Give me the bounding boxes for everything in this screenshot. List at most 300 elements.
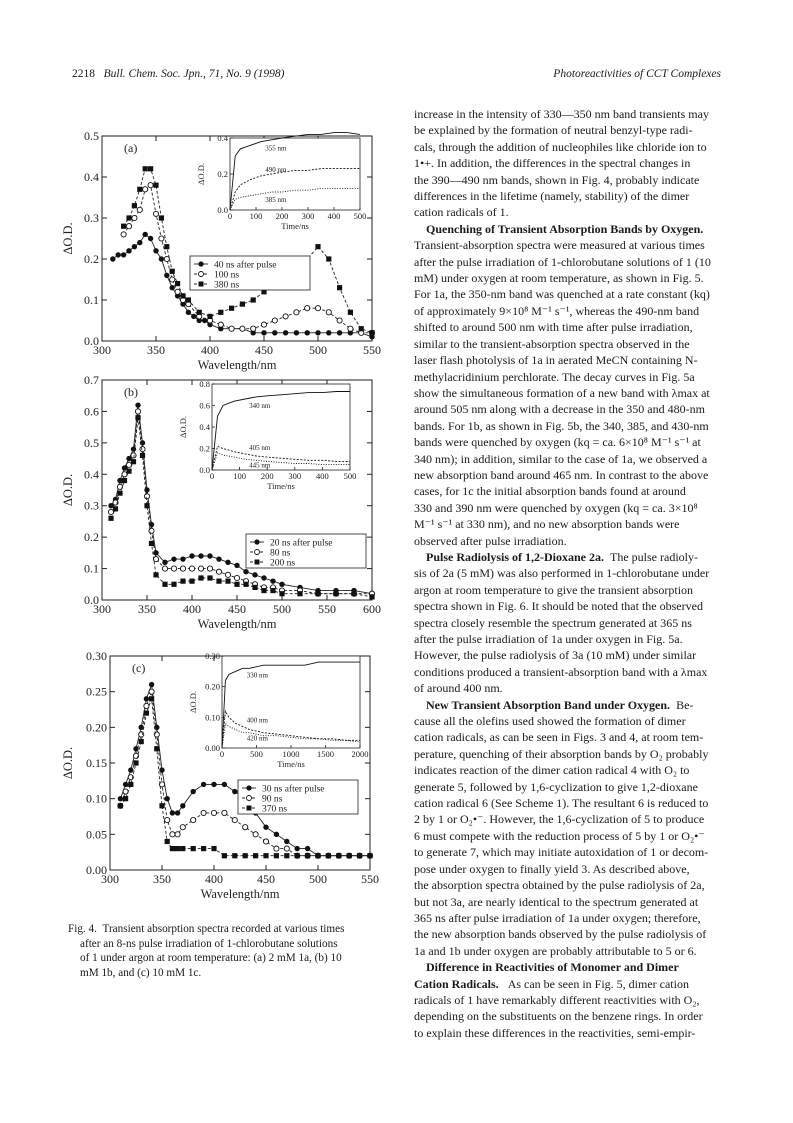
y-tick-label: 0.1 — [84, 293, 99, 307]
x-tick-label: 350 — [138, 602, 156, 616]
data-point — [132, 244, 137, 249]
data-point — [159, 215, 164, 220]
inset-y-axis-label: ΔO.D. — [178, 416, 188, 438]
inset-frame — [222, 656, 360, 748]
figure-caption — [68, 922, 386, 980]
data-point — [143, 166, 148, 171]
data-point — [211, 846, 216, 851]
data-point — [148, 236, 153, 241]
inset-x-axis-label: Time/ns — [267, 481, 295, 491]
data-point — [263, 839, 268, 844]
x-tick-label: 600 — [363, 602, 381, 616]
y-tick-label: 0.2 — [84, 530, 99, 545]
data-point — [243, 582, 248, 587]
data-point — [326, 310, 331, 315]
legend-marker — [199, 282, 204, 287]
data-point — [198, 575, 203, 580]
data-point — [133, 760, 138, 765]
data-point — [369, 594, 374, 599]
inset-frame — [230, 138, 360, 210]
data-point — [284, 839, 289, 844]
data-point — [216, 569, 221, 574]
inset-x-tick-label: 0 — [227, 211, 233, 221]
inset-y-tick-label: 0.8 — [199, 379, 210, 389]
data-point — [159, 236, 164, 241]
data-point — [198, 553, 203, 558]
y-tick-label: 0.25 — [86, 684, 107, 699]
paragraph: Quenching of Transient Absorption Bands by Oxygen. Transient-absorption spectra were measured at various times after the pulse irradiation of 1-chlorobutane solutions of 1 (10 mM) under oxygen at room temperature, as shown in Fig. 5. For 1a, the 350-nm band was quenched at a rate constant (kq) of approximately 9×10⁸ M⁻¹ s⁻¹, whereas the 490-nm band shifted to around 500 nm with time after pulse irradiation, similar to the transient-absorption spectra observed in the laser flash photolysis of 1a in aerated MeCN containing N- methylacridinium perchlorate. The decay curves in Fig. 5a show the simultaneous formation of a new band with λmax at around 505 nm along with a decrease in the 350 and 480-nm bands. For 1b, as shown in Fig. 5b, the 340, 385, and 430-nm bands were quenched by oxygen (kq = ca. 6×10⁸ M⁻¹ s⁻¹ at 340 nm); in addition, similar to the case of 1a, we observed a new absorption band around 465 nm. In contrast to the above cases, for 1c the initial absorption bands found at around 330 and 390 nm were quenched by oxygen (kq = ca. 3×10⁸ M⁻¹ s⁻¹ at 330 nm), and no new absorption bands were observed after pulse irradiation. — [414, 221, 711, 548]
y-tick-label: 0.1 — [84, 561, 99, 576]
data-point — [232, 789, 237, 794]
data-point — [253, 832, 258, 837]
data-point — [326, 330, 331, 335]
data-point — [326, 256, 331, 261]
data-point — [153, 572, 158, 577]
data-point — [118, 803, 123, 808]
data-point — [234, 582, 239, 587]
page-header — [72, 68, 721, 80]
data-point — [229, 326, 234, 331]
data-point — [336, 853, 341, 858]
data-point — [165, 839, 170, 844]
y-tick-label: 0.4 — [84, 467, 99, 482]
data-point — [149, 541, 154, 546]
data-point — [171, 566, 176, 571]
y-tick-label: 0.3 — [84, 498, 99, 513]
inset-y-tick-label: 0.0 — [217, 205, 228, 215]
data-point — [197, 310, 202, 315]
data-point — [283, 330, 288, 335]
data-point — [263, 825, 268, 830]
data-point — [274, 853, 279, 858]
y-axis-label: ΔO.D. — [61, 222, 75, 255]
y-tick-label: 0.2 — [84, 252, 99, 266]
data-point — [191, 314, 196, 319]
data-point — [159, 803, 164, 808]
data-point — [218, 310, 223, 315]
y-tick-label: 0.10 — [86, 791, 107, 806]
x-tick-label: 450 — [257, 872, 275, 886]
x-tick-label: 550 — [361, 872, 379, 886]
inset-y-tick-label: 0.4 — [199, 422, 210, 432]
data-point — [162, 566, 167, 571]
data-point — [216, 556, 221, 561]
data-point — [144, 696, 149, 701]
inset-x-tick-label: 100 — [233, 471, 246, 481]
data-point — [270, 588, 275, 593]
x-tick-label: 300 — [101, 872, 119, 886]
paragraph: New Transient Absorption Band under Oxygen. Be- cause all the olefins used showed the formation of dimer cation radicals, as can be seen in Figs. 3 and 4, at room tem- perature, quenching of their absorption bands by O₂ probably indicates reaction of the dimer cation radical 4 with O₂ to generate 5, followed by 1,6-cyclization to give 1,2-dioxane cation radical 6 (See Scheme 1). The resultant 6 is reduced to 2 by 1 or O₂•⁻. However, the 1,6-cyclization of 5 to produce 6 must compete with the reduction process of 5 by 1 or O₂•⁻ to generate 7, which may initiate autoxidation of 1 or decom- pose under oxygen to finally yield 3. As described above, the absorption spectra obtained by the pulse radiolysis of 2a, but not 3a, are nearly identical to the spectrum generated at 365 ns after pulse irradiation of 1a under oxygen; therefore, the new absorption bands observed by the pulse radiolysis of 1a and 1b under oxygen are probably attributable to 5 or 6. — [414, 697, 709, 958]
data-point — [131, 459, 136, 464]
data-point — [126, 469, 131, 474]
inset-x-tick-label: 400 — [327, 211, 341, 221]
data-point — [261, 588, 266, 593]
data-point — [154, 746, 159, 751]
legend-label: 80 ns — [270, 548, 291, 559]
data-point — [191, 817, 196, 822]
data-point — [191, 789, 196, 794]
data-point — [140, 447, 145, 452]
inset-y-tick-label: 0.30 — [205, 651, 220, 661]
data-point — [240, 302, 245, 307]
data-point — [337, 285, 342, 290]
inset-x-tick-label: 2000 — [351, 749, 369, 759]
data-point — [261, 575, 266, 580]
x-tick-label: 400 — [183, 602, 201, 616]
data-point — [189, 566, 194, 571]
inset-trace-label: 355 nm — [265, 144, 287, 153]
data-point — [243, 853, 248, 858]
data-point — [164, 244, 169, 249]
data-point — [175, 281, 180, 286]
data-point — [143, 187, 148, 192]
data-point — [337, 330, 342, 335]
legend-label: 380 ns — [214, 280, 240, 291]
x-tick-label: 300 — [93, 343, 111, 357]
data-point — [140, 453, 145, 458]
data-point — [159, 256, 164, 261]
data-point — [170, 277, 175, 282]
chart-panel — [61, 129, 381, 372]
data-point — [122, 478, 127, 483]
data-point — [315, 330, 320, 335]
data-point — [170, 285, 175, 290]
data-point — [252, 585, 257, 590]
data-point — [137, 207, 142, 212]
inset-x-axis-label: Time/ns — [281, 221, 309, 231]
inset-x-tick-label: 500 — [353, 211, 367, 221]
data-point — [126, 224, 131, 229]
inset-y-tick-label: 0.10 — [205, 712, 220, 723]
inset-x-tick-label: 200 — [275, 211, 289, 221]
legend-label: 20 ns after pulse — [270, 538, 333, 549]
data-point — [126, 248, 131, 253]
caption-line: Transient absorption spectra recorded at various times — [102, 923, 345, 935]
data-point — [153, 248, 158, 253]
data-point — [180, 579, 185, 584]
data-point — [315, 853, 320, 858]
data-point — [162, 560, 167, 565]
data-point — [201, 846, 206, 851]
data-point — [180, 825, 185, 830]
data-point — [305, 306, 310, 311]
legend-label: 200 ns — [270, 558, 296, 569]
data-point — [367, 853, 372, 858]
data-point — [294, 330, 299, 335]
inset-trace-label: 330 nm — [246, 671, 268, 680]
inset-trace-label: 385 nm — [265, 195, 287, 204]
x-axis-label: Wavelength/nm — [197, 358, 277, 372]
inset-y-tick-label: 0.6 — [199, 400, 210, 411]
data-point — [261, 322, 266, 327]
data-point — [153, 550, 158, 555]
data-point — [272, 330, 277, 335]
data-point — [137, 187, 142, 192]
data-point — [164, 273, 169, 278]
data-point — [175, 810, 180, 815]
data-point — [225, 579, 230, 584]
inset-y-axis-label: ΔO.D. — [196, 163, 206, 185]
y-tick-label: 0.0 — [84, 593, 99, 607]
inset-x-tick-label: 200 — [260, 471, 274, 481]
data-point — [171, 582, 176, 587]
data-point — [189, 579, 194, 584]
legend-marker — [247, 806, 252, 811]
inset-x-tick-label: 400 — [316, 471, 329, 481]
data-point — [162, 582, 167, 587]
x-tick-label: 500 — [309, 343, 327, 357]
x-axis-label: Wavelength/nm — [200, 887, 280, 901]
inset-frame — [212, 384, 350, 470]
data-point — [305, 846, 310, 851]
paragraph: increase in the intensity of 330—350 nm band transients may be explained by the formation of neutral benzyl-type radi- cals, through the addition of nucleophiles like chloride ion to 1•+. In addition, the differences in the spectral changes in the 390—490 nm bands, shown in Fig. 4, probably indicate differences in the lifetime (namely, stability) of the dimer cation radicals of 1. — [414, 107, 709, 220]
data-point — [153, 183, 158, 188]
data-point — [279, 591, 284, 596]
data-point — [295, 853, 300, 858]
inset-trace-label: 400 nm — [246, 716, 268, 725]
x-tick-label: 450 — [255, 343, 273, 357]
data-point — [232, 853, 237, 858]
page-number: 2218 — [72, 68, 95, 80]
inset-x-axis-label: Time/ns — [277, 759, 305, 769]
panel-label: (b) — [124, 385, 138, 399]
legend-label: 100 ns — [214, 270, 240, 281]
data-point — [186, 310, 191, 315]
data-point — [295, 846, 300, 851]
data-point — [279, 582, 284, 587]
data-point — [274, 846, 279, 851]
data-point — [189, 553, 194, 558]
data-point — [144, 710, 149, 715]
data-point — [139, 739, 144, 744]
data-point — [211, 810, 216, 815]
y-axis-label: ΔO.D. — [61, 473, 75, 507]
x-tick-label: 550 — [318, 602, 336, 616]
data-point — [232, 817, 237, 822]
legend-marker — [255, 550, 260, 555]
x-tick-label: 350 — [153, 872, 171, 886]
y-tick-label: 0.20 — [86, 720, 107, 735]
data-point — [347, 853, 352, 858]
data-point — [369, 330, 374, 335]
data-point — [117, 491, 122, 496]
data-point — [108, 516, 113, 521]
data-point — [135, 415, 140, 420]
data-point — [315, 591, 320, 596]
data-point — [132, 203, 137, 208]
data-point — [207, 314, 212, 319]
inset-x-tick-label: 0 — [219, 749, 225, 759]
data-point — [175, 846, 180, 851]
y-tick-label: 0.4 — [84, 170, 99, 184]
y-tick-label: 0.05 — [86, 827, 107, 842]
inset-trace-label: 490 nm — [265, 165, 287, 174]
data-point — [357, 853, 362, 858]
data-point — [222, 810, 227, 815]
data-point — [348, 326, 353, 331]
paragraph: Difference in Reactivities of Monomer and Dimer Cation Radicals. As can be seen in Fig. 5, dimer cation radicals of 1 have remarkably different reactivities with O₂, depending on the substituents on the benzene rings. In order to explain these differences in the reactivities, semi-empir- — [414, 960, 703, 1040]
running-title: Photoreactivities of CCT Complexes — [553, 68, 721, 80]
inset-y-axis-label: ΔO.D. — [188, 691, 198, 713]
body-text-column — [414, 106, 726, 1041]
data-point — [165, 796, 170, 801]
inset-y-tick-label: 0.2 — [199, 443, 210, 454]
data-point — [170, 846, 175, 851]
data-point — [261, 330, 266, 335]
data-point — [198, 566, 203, 571]
data-point — [348, 310, 353, 315]
data-point — [284, 846, 289, 851]
inset-y-tick-label: 0.20 — [205, 681, 220, 692]
legend-marker — [199, 272, 204, 277]
data-point — [252, 572, 257, 577]
data-point — [251, 326, 256, 331]
data-point — [122, 472, 127, 477]
data-point — [283, 314, 288, 319]
x-tick-label: 550 — [363, 343, 381, 357]
data-point — [305, 853, 310, 858]
data-point — [175, 832, 180, 837]
caption-line: after an 8-ns pulse irradiation of 1-chlorobutane solutions — [80, 937, 338, 950]
journal-citation: Bull. Chem. Soc. Jpn., 71, No. 9 (1998) — [103, 68, 285, 80]
x-tick-label: 400 — [201, 343, 219, 357]
data-point — [135, 409, 140, 414]
data-point — [180, 293, 185, 298]
legend-marker — [198, 261, 203, 266]
inset-x-tick-label: 500 — [343, 471, 357, 481]
data-point — [240, 326, 245, 331]
data-point — [294, 310, 299, 315]
panel-label: (c) — [132, 661, 146, 675]
data-point — [180, 846, 185, 851]
legend-label: 370 ns — [262, 804, 288, 815]
inset-x-tick-label: 300 — [301, 211, 315, 221]
data-point — [243, 569, 248, 574]
inset-x-tick-label: 0 — [209, 471, 215, 481]
x-tick-label: 400 — [205, 872, 223, 886]
data-point — [272, 318, 277, 323]
data-point — [216, 579, 221, 584]
data-point — [148, 183, 153, 188]
data-point — [186, 297, 191, 302]
data-point — [149, 682, 154, 687]
section-heading: New Transient Absorption Band under Oxygen. — [426, 697, 671, 712]
data-point — [351, 591, 356, 596]
data-point — [359, 326, 364, 331]
data-point — [180, 803, 185, 808]
data-point — [110, 256, 115, 261]
data-point — [123, 789, 128, 794]
y-tick-label: 0.5 — [84, 129, 99, 143]
data-point — [207, 566, 212, 571]
legend-label: 40 ns after pulse — [214, 260, 277, 271]
inset-trace-label: 420 nm — [246, 734, 268, 743]
figure-4 — [60, 128, 390, 918]
data-point — [201, 782, 206, 787]
legend-label: 30 ns after pulse — [262, 784, 325, 795]
x-axis-label: Wavelength/nm — [197, 617, 277, 631]
caption-label: Fig. 4. — [68, 923, 97, 935]
data-point — [128, 782, 133, 787]
section-heading: Difference in Reactivities of Monomer and Dimer — [426, 960, 679, 975]
data-point — [270, 578, 275, 583]
data-point — [225, 560, 230, 565]
data-point — [171, 556, 176, 561]
data-point — [234, 575, 239, 580]
inset-x-tick-label: 1000 — [282, 749, 300, 759]
legend-marker — [255, 560, 260, 565]
x-tick-label: 500 — [273, 602, 291, 616]
y-tick-label: 0.6 — [84, 404, 99, 419]
data-point — [251, 297, 256, 302]
inset-x-tick-label: 300 — [288, 471, 302, 481]
data-point — [170, 269, 175, 274]
data-point — [126, 215, 131, 220]
legend-marker — [247, 796, 252, 801]
data-point — [121, 252, 126, 257]
inset-trace-label: 340 nm — [249, 402, 271, 411]
data-point — [144, 494, 149, 499]
data-point — [143, 232, 148, 237]
data-point — [253, 853, 258, 858]
data-point — [315, 306, 320, 311]
data-point — [170, 832, 175, 837]
data-point — [165, 817, 170, 822]
data-point — [243, 825, 248, 830]
data-point — [131, 453, 136, 458]
data-point — [132, 215, 137, 220]
legend-marker — [254, 539, 259, 544]
x-tick-label: 300 — [93, 602, 111, 616]
x-tick-label: 500 — [309, 872, 327, 886]
data-point — [337, 318, 342, 323]
data-point — [326, 853, 331, 858]
legend-marker — [246, 785, 251, 790]
data-point — [297, 591, 302, 596]
data-point — [222, 853, 227, 858]
inset-trace-label: 405 nm — [249, 443, 271, 452]
inset-x-tick-label: 100 — [249, 211, 263, 221]
inset-x-tick-label: 1500 — [317, 749, 334, 759]
y-tick-label: 0.00 — [86, 863, 107, 877]
data-point — [170, 810, 175, 815]
data-point — [274, 832, 279, 837]
paragraph: Pulse Radiolysis of 1,2-Dioxane 2a. The pulse radioly- sis of 2a (5 mM) was also performed in 1-chlorobutane under argon at room temperature to give the transient absorption spectra shown in Fig. 6. It should be noted that the observed spectra closely resemble the spectrum generated at 365 ns after the pulse irradiation of 1a under oxygen in Fig. 5a. However, the pulse radiolysis of 3a (10 mM) under similar conditions produced a transient-absorption band with a λmax of around 400 nm. — [414, 549, 710, 696]
data-point — [175, 289, 180, 294]
data-point — [284, 853, 289, 858]
data-point — [218, 322, 223, 327]
data-point — [225, 572, 230, 577]
data-point — [333, 591, 338, 596]
data-point — [135, 402, 140, 407]
data-point — [315, 244, 320, 249]
inset-y-tick-label: 0.2 — [217, 169, 228, 179]
data-point — [148, 166, 153, 171]
inset-trace-label: 445 nm — [249, 461, 271, 470]
caption-line: mM 1b, and (c) 10 mM 1c. — [80, 966, 202, 979]
data-point — [123, 796, 128, 801]
data-point — [191, 846, 196, 851]
data-point — [121, 232, 126, 237]
data-point — [263, 853, 268, 858]
data-point — [149, 696, 154, 701]
section-heading: Quenching of Transient Absorption Bands by Oxygen. — [426, 221, 704, 236]
data-point — [180, 566, 185, 571]
data-point — [149, 689, 154, 694]
x-tick-label: 450 — [228, 602, 246, 616]
data-point — [144, 503, 149, 508]
data-point — [180, 556, 185, 561]
